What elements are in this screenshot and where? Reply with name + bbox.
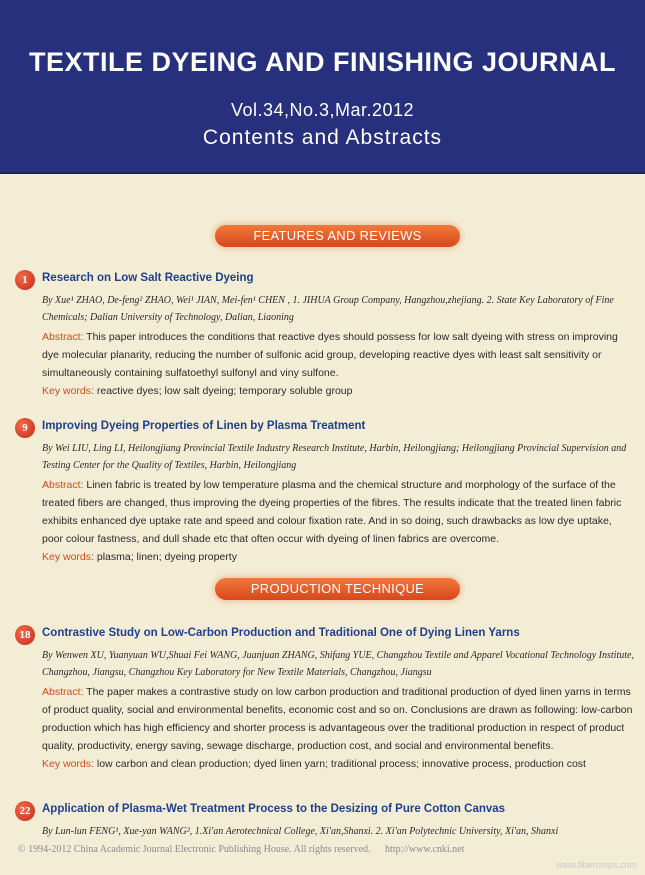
keywords-label: Key words: bbox=[42, 758, 94, 770]
keywords-text: low carbon and clean production; dyed linen yarn; traditional process; innovative process, production cost bbox=[96, 758, 586, 770]
abstract-text: This paper introduces the conditions that reactive dyes should possess for low salt dyeing with stress on improving dye molecular planarity, reducing the number of sulfonic acid group, developing reactive dyes with least salt sensitivity or simultaneously containing sulfatoethyl sulfonyl and viny sulfone. bbox=[42, 331, 618, 379]
copyright-footer bbox=[18, 844, 464, 855]
article-title[interactable]: Contrastive Study on Low-Carbon Production and Traditional One of Dying Linen Yarns bbox=[42, 627, 520, 639]
section-production-technique: PRODUCTION TECHNIQUE bbox=[215, 578, 460, 600]
journal-title: TEXTILE DYEING AND FINISHING JOURNAL bbox=[28, 47, 617, 77]
footer-url[interactable]: http://www.cnki.net bbox=[385, 844, 465, 855]
article-authors: By Xue¹ ZHAO, De-feng² ZHAO, Wei¹ JIAN, Mei-fen¹ CHEN , 1. JIHUA Group Company, Hangzhou,zhejiang. 2. State Key Laboratory of Fine Chemicals; Dalian University of Technology, Dalian, Liaoning bbox=[42, 295, 614, 323]
article-keywords bbox=[42, 755, 635, 773]
article-1 bbox=[15, 270, 635, 400]
contents-subtitle: Contents and Abstracts bbox=[202, 126, 443, 149]
article-abstract bbox=[42, 683, 635, 755]
section-features-and-reviews: FEATURES AND REVIEWS bbox=[215, 225, 460, 247]
article-number-badge: 9 bbox=[15, 418, 35, 438]
copyright-text: © 1994-2012 China Academic Journal Electronic Publishing House. All rights reserved. bbox=[18, 844, 371, 855]
article-keywords bbox=[42, 382, 635, 400]
article-abstract bbox=[42, 476, 635, 548]
abstract-text: The paper makes a contrastive study on low carbon production and traditional production of dyed linen yarns in terms of product quality, social and environmental benefits, economic cost and so on. Conclusions are drawn as following: low-carbon production which has high efficiency and shorter process is advantageous over the traditional production in respect of product quality, productivity, energy saving, sewage discharge, production cost, and social and environmental benefits. bbox=[42, 686, 633, 752]
keywords-label: Key words: bbox=[42, 385, 94, 397]
article-title[interactable]: Improving Dyeing Properties of Linen by Plasma Treatment bbox=[42, 420, 366, 432]
abstract-label: Abstract: bbox=[42, 479, 84, 491]
article-authors: By Lun-lun FENG¹, Xue-yan WANG², 1.Xi'an Aerotechnical College, Xi'an,Shanxi. 2. Xi'an Polytechnic University, Xi'an, Shanxi bbox=[42, 826, 559, 837]
article-title[interactable]: Research on Low Salt Reactive Dyeing bbox=[42, 272, 254, 284]
keywords-text: plasma; linen; dyeing property bbox=[96, 551, 237, 563]
article-abstract bbox=[42, 328, 635, 382]
article-keywords bbox=[42, 548, 635, 566]
article-number-badge: 1 bbox=[15, 270, 35, 290]
abstract-text: Linen fabric is treated by low temperature plasma and the chemical structure and morphology of the surface of the treated fibers are changed, thus improving the dyeing properties of the fibres. The results indicate that the treated linen fabric exhibits enhanced dye uptake rate and speed and colour fixation rate. And in so doing, such drawbacks as low dye uptake, poor colour fastness, and dull shade etc that often occur with dyeing of linen fabrics are overcome. bbox=[42, 479, 622, 545]
article-9 bbox=[15, 418, 635, 566]
abstract-label: Abstract: bbox=[42, 686, 84, 698]
article-authors: By Wei LIU, Ling LI, Heilongjiang Provincial Textile Industry Research Institute, Harbin, Heilongjiang; Heilongjiang Provincial Supervision and Testing Center for the Quality of Textiles, Harbin, Heilongjiang bbox=[42, 443, 627, 471]
keywords-label: Key words: bbox=[42, 551, 94, 563]
article-authors: By Wenwen XU, Yuanyuan WU,Shuai Fei WANG, Juanjuan ZHANG, Shifang YUE, Changzhou Textile and Apparel Vocational Technology Institute, Changzhou, Jiangsu, Changzhou Key Laboratory for New Textile Materials, Changzhou, Jiangsu bbox=[42, 650, 634, 678]
article-18 bbox=[15, 625, 635, 773]
article-number-badge: 22 bbox=[15, 801, 35, 821]
issue-info: Vol.34,No.3,Mar.2012 bbox=[230, 100, 415, 120]
article-22 bbox=[15, 801, 635, 842]
article-title[interactable]: Application of Plasma-Wet Treatment Process to the Desizing of Pure Cotton Canvas bbox=[42, 803, 506, 815]
journal-header bbox=[0, 0, 645, 174]
abstract-label: Abstract: bbox=[42, 331, 84, 343]
watermark: www.fibercrops.com bbox=[556, 860, 637, 870]
article-number-badge: 18 bbox=[15, 625, 35, 645]
keywords-text: reactive dyes; low salt dyeing; temporary soluble group bbox=[96, 385, 353, 397]
